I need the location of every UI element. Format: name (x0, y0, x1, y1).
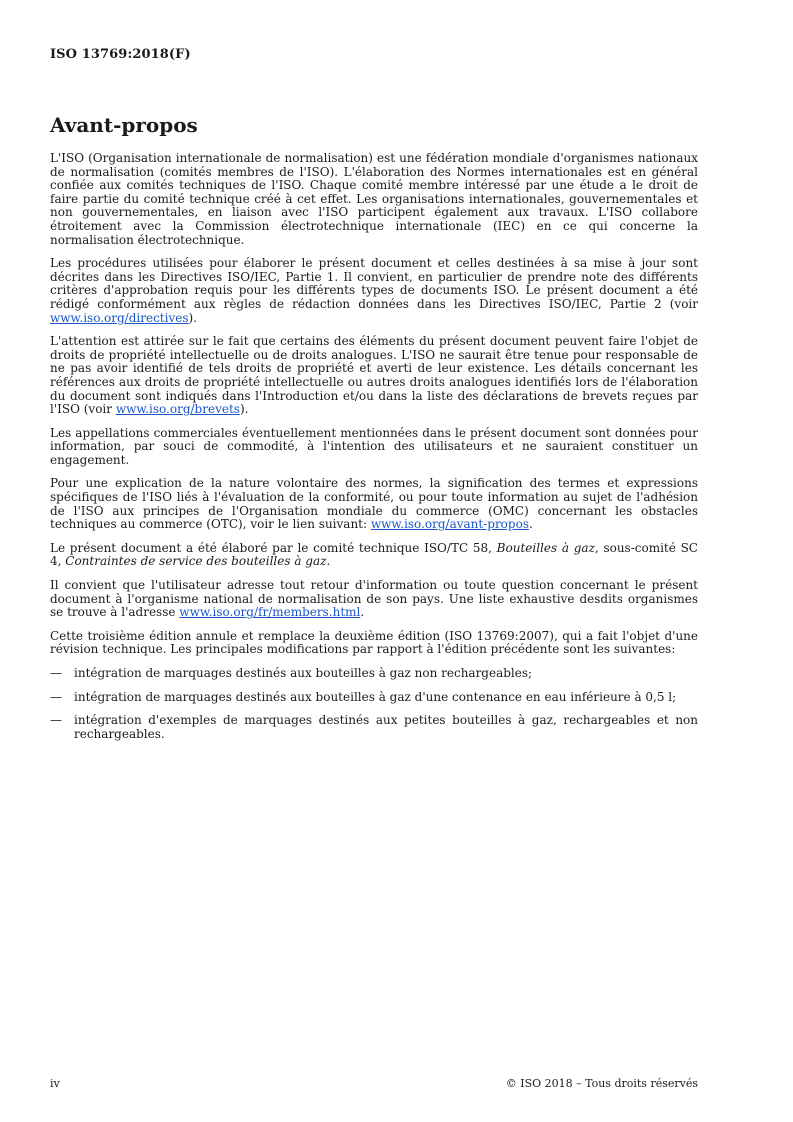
directives-link[interactable]: www.iso.org/directives (50, 310, 189, 325)
paragraph-patents (50, 335, 698, 417)
paragraph-feedback (50, 579, 698, 620)
list-item-text: intégration de marquages destinés aux bouteilles à gaz d'une contenance en eau inférieure à 0,5 l; (74, 689, 677, 704)
dash-bullet: — (50, 689, 62, 704)
page-title: Avant-propos (50, 113, 198, 137)
document-id: ISO 13769:2018(F) (50, 47, 191, 62)
paragraph-procedures (50, 257, 698, 325)
paragraph-trade-names: Les appellations commerciales éventuellement mentionnées dans le présent document sont données pour information, par souci de commodité, à l'intention des utilisateurs et ne sauraient constituer un engagement. (50, 425, 698, 467)
paragraph-text: Il convient que l'utilisateur adresse tout retour d'information ou toute question concernant le présent document à l'organisme national de normalisation de son pays. Une liste exhaustive desdits organismes se trouve à l'adresse (50, 578, 698, 620)
committee-title: Bouteilles à gaz (496, 540, 595, 555)
list-item-text: intégration d'exemples de marquages destinés aux petites bouteilles à gaz, rechargeables et non rechargeables. (74, 713, 698, 741)
paragraph-edition: Cette troisième édition annule et remplace la deuxième édition (ISO 13769:2007), qui a fait l'objet d'une révision technique. Les principales modifications par rapport à l'édition précédente sont les suivantes: (50, 628, 698, 657)
paragraph-text: Le présent document a été élaboré par le comité technique ISO/TC 58, (50, 540, 497, 555)
paragraph-iso-intro: L'ISO (Organisation internationale de normalisation) est une fédération mondiale d'organismes nationaux de normalisation (comités membres de l'ISO). L'élaboration des Normes internationales est en général confiée aux comités techniques de l'ISO. Chaque comité membre intéressé par une étude a le droit de faire partie du comité technique créé à cet effet. Les organisations internationales, gouvernementales et non gouvernementales, en liaison avec l'ISO participent également aux travaux. L'ISO collabore étroitement avec la Commission électrotechnique internationale (IEC) en ce qui concerne la normalisation électrotechnique. (50, 151, 698, 247)
paragraph-text: L'attention est attirée sur le fait que certains des éléments du présent document peuvent faire l'objet de droits de propriété intellectuelle ou de droits analogues. L'ISO ne saurait être tenue pour responsable de ne pas avoir identifié de tels droits de propriété et averti de leur existence. Les détails concernant les références aux droits de propriété intellectuelle ou autres droits analogues identifiés lors de l'élaboration du document sont indiqués dans l'Introduction et/ou dans la liste des déclarations de brevets reçues par l'ISO (voir (50, 334, 698, 417)
paragraph-text: Les procédures utilisées pour élaborer le présent document et celles destinées à sa mise à jour sont décrites dans les Directives ISO/IEC, Partie 1. Il convient, en particulier de prendre note des différents critères d'approbation requis pour les différents types de documents ISO. Le présent document a été rédigé conformément aux règles de rédaction données dans les Directives ISO/IEC, Partie 2 (voir (50, 256, 698, 311)
copyright-notice: © ISO 2018 – Tous droits réservés (505, 1077, 698, 1090)
paragraph-text: ). (188, 310, 197, 325)
paragraph-committee (50, 542, 698, 569)
dash-bullet: — (50, 713, 62, 728)
paragraph-text: . (326, 554, 331, 569)
list-item-text: intégration de marquages destinés aux bouteilles à gaz non rechargeables; (74, 666, 533, 680)
avant-propos-link[interactable]: www.iso.org/avant-propos (370, 517, 529, 532)
paragraph-text: . (528, 517, 533, 532)
paragraph-text: ). (239, 402, 249, 417)
foreword-body (50, 152, 698, 751)
paragraph-text: Pour une explication de la nature volontaire des normes, la signification des termes et expressions spécifiques de l'ISO liés à l'évaluation de la conformité, ou pour toute information au sujet de l'adhésion de l'ISO aux principes de l'Organisation mondiale du commerce (OMC) concernant les obstacles techniques au commerce (OTC), voir le lien suivant: (50, 476, 698, 532)
page-number: iv (50, 1077, 60, 1090)
paragraph-voluntary-nature (50, 477, 698, 531)
subcommittee-title: Contraintes de service des bouteilles à gaz (65, 554, 327, 569)
paragraph-text: . (360, 605, 365, 620)
members-link[interactable]: www.iso.org/fr/members.html (179, 605, 361, 620)
dash-bullet: — (50, 666, 62, 680)
list-item (50, 714, 698, 741)
paragraph-text: , sous-comité SC 4, (50, 540, 698, 569)
list-item (50, 691, 698, 705)
list-item (50, 667, 698, 681)
brevets-link[interactable]: www.iso.org/brevets (115, 402, 240, 417)
